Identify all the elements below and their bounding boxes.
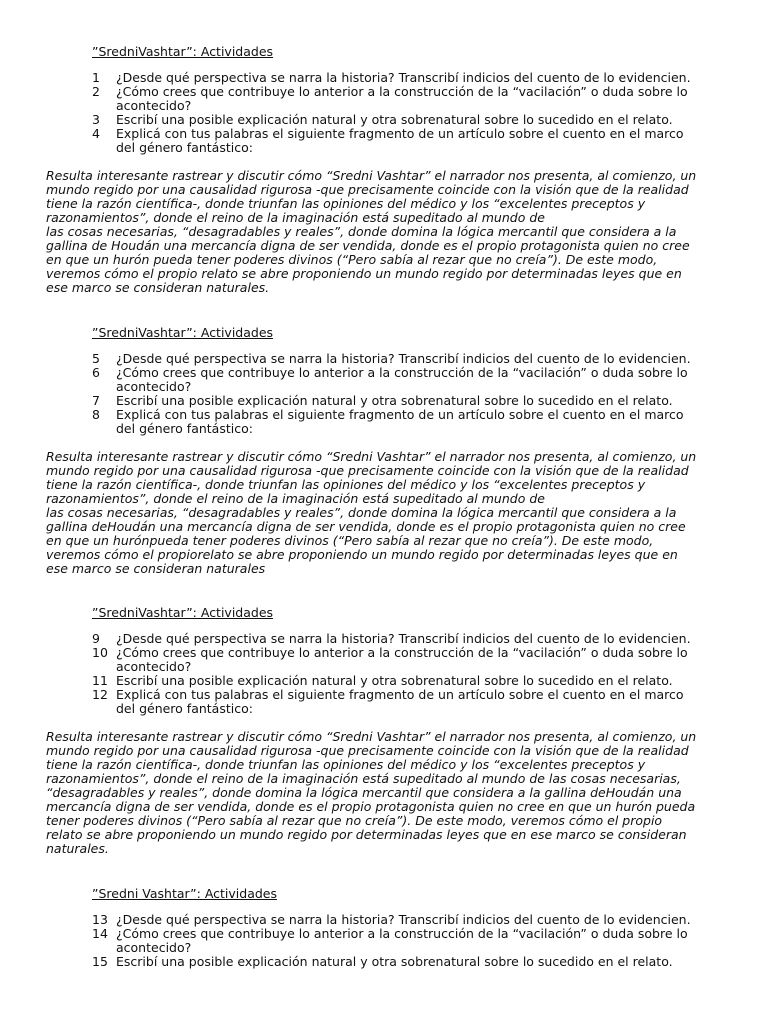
question-item <box>92 674 722 688</box>
fragment-line: naturales. <box>46 841 109 856</box>
question-number: 6 <box>92 365 100 380</box>
question-number: 7 <box>92 393 100 408</box>
fragment-line: tiene la razón científica-, donde triunfan las opiniones del médico y los “excelentes preceptos y <box>46 196 646 211</box>
question-item <box>92 955 722 969</box>
fragment-line: veremos cómo el propiorelato se abre proponiendo un mundo regido por determinadas leyes que en <box>46 547 678 562</box>
question-number: 10 <box>92 645 108 660</box>
fragment-line: mercancía digna de ser vendida, donde es el propio protagonista quien no cree en que un hurón pueda <box>46 799 696 814</box>
fragment-line: mundo regido por una causalidad rigurosa -que precisamente coincide con la visión que de la realidad <box>46 743 689 758</box>
fragment-line: tener poderes divinos (“Pero sabía al rezar que no creía”). De este modo, veremos cómo el propio <box>46 813 663 828</box>
question-list <box>92 71 722 155</box>
question-text: ¿Desde qué perspectiva se narra la historia? Transcribí indicios del cuento de lo evidencien. <box>116 70 691 85</box>
quoted-fragment <box>46 730 722 856</box>
question-number: 13 <box>92 912 108 927</box>
question-text: Escribí una posible explicación natural y otra sobrenatural sobre lo sucedido en el relato. <box>116 673 673 688</box>
question-item <box>92 927 722 955</box>
fragment-line: mundo regido por una causalidad rigurosa -que precisamente coincide con la visión que de la realidad <box>46 463 689 478</box>
question-number: 15 <box>92 954 108 969</box>
fragment-line: veremos cómo el propio relato se abre proponiendo un mundo regido por determinadas leyes que en <box>46 266 682 281</box>
fragment-line: gallina deHoudán una mercancía digna de ser vendida, donde es el propio protagonista quien no cree <box>46 519 686 534</box>
question-list <box>92 632 722 716</box>
fragment-line: Resulta interesante rastrear y discutir cómo “Sredni Vashtar” el narrador nos presenta, al comienzo, un <box>46 729 697 744</box>
question-number: 4 <box>92 126 100 141</box>
question-item <box>92 913 722 927</box>
fragment-line: Resulta interesante rastrear y discutir cómo “Sredni Vashtar” el narrador nos presenta, al comienzo, un <box>46 449 697 464</box>
question-text: del género fantástico: <box>116 701 253 716</box>
question-text: Explicá con tus palabras el siguiente fragmento de un artículo sobre el cuento en el marco <box>116 126 684 141</box>
question-text: ¿Desde qué perspectiva se narra la historia? Transcribí indicios del cuento de lo evidencien. <box>116 631 691 646</box>
fragment-line: razonamientos”, donde el reino de la imaginación está supeditado al mundo de <box>46 491 545 506</box>
question-text: ¿Cómo crees que contribuye lo anterior a la construcción de la “vacilación” o duda sobre lo <box>116 645 688 660</box>
question-item <box>92 688 722 716</box>
question-item <box>92 352 722 366</box>
fragment-line: las cosas necesarias, “desagradables y reales”, donde domina la lógica mercantil que considera a la <box>46 505 677 520</box>
quoted-fragment <box>46 169 722 295</box>
question-text: ¿Desde qué perspectiva se narra la historia? Transcribí indicios del cuento de lo evidencien. <box>116 912 691 927</box>
question-text: acontecido? <box>116 659 192 674</box>
fragment-line: tiene la razón científica-, donde triunfan las opiniones del médico y los “excelentes preceptos y <box>46 477 646 492</box>
fragment-line: en que un hurón pueda tener poderes divinos (“Pero sabía al rezar que no creía”). De este modo, <box>46 252 658 267</box>
question-text: ¿Cómo crees que contribuye lo anterior a la construcción de la “vacilación” o duda sobre lo <box>116 365 688 380</box>
question-text: ¿Cómo crees que contribuye lo anterior a la construcción de la “vacilación” o duda sobre lo <box>116 926 688 941</box>
section-title: ”SredniVashtar”: Actividades <box>92 605 274 620</box>
question-item <box>92 408 722 436</box>
question-text: Escribí una posible explicación natural y otra sobrenatural sobre lo sucedido en el relato. <box>116 112 673 127</box>
question-text: acontecido? <box>116 98 192 113</box>
question-text: acontecido? <box>116 379 192 394</box>
fragment-line: relato se abre proponiendo un mundo regido por determinadas leyes que en ese marco se consideran <box>46 827 687 842</box>
fragment-line: gallina de Houdán una mercancía digna de ser vendida, donde es el propio protagonista quien no cree <box>46 238 690 253</box>
question-text: acontecido? <box>116 940 192 955</box>
question-text: Explicá con tus palabras el siguiente fragmento de un artículo sobre el cuento en el marco <box>116 407 684 422</box>
question-number: 11 <box>92 673 108 688</box>
section-title: ”SredniVashtar”: Actividades <box>92 44 274 59</box>
question-item <box>92 71 722 85</box>
fragment-line: las cosas necesarias, “desagradables y reales”, donde domina la lógica mercantil que considera a la <box>46 224 677 239</box>
fragment-line: en que un hurónpueda tener poderes divinos (“Pero sabía al rezar que no creía”). De este modo, <box>46 533 654 548</box>
question-list <box>92 352 722 436</box>
question-text: Escribí una posible explicación natural y otra sobrenatural sobre lo sucedido en el relato. <box>116 393 673 408</box>
question-item <box>92 113 722 127</box>
question-item <box>92 127 722 155</box>
question-text: ¿Desde qué perspectiva se narra la historia? Transcribí indicios del cuento de lo evidencien. <box>116 351 691 366</box>
question-number: 9 <box>92 631 100 646</box>
question-text: ¿Cómo crees que contribuye lo anterior a la construcción de la “vacilación” o duda sobre lo <box>116 84 688 99</box>
question-text: Explicá con tus palabras el siguiente fragmento de un artículo sobre el cuento en el marco <box>116 687 684 702</box>
question-number: 14 <box>92 926 108 941</box>
question-number: 5 <box>92 351 100 366</box>
section-title: ”Sredni Vashtar”: Actividades <box>92 886 278 901</box>
question-item <box>92 394 722 408</box>
fragment-line: “desagradables y reales”, donde domina la lógica mercantil que considera a la gallina deHoudán una <box>46 785 682 800</box>
fragment-line: ese marco se consideran naturales. <box>46 280 270 295</box>
section-title: ”SredniVashtar”: Actividades <box>92 325 274 340</box>
question-number: 2 <box>92 84 100 99</box>
question-text: del género fantástico: <box>116 421 253 436</box>
fragment-line: Resulta interesante rastrear y discutir cómo “Sredni Vashtar” el narrador nos presenta, al comienzo, un <box>46 168 697 183</box>
question-number: 1 <box>92 70 100 85</box>
question-item <box>92 85 722 113</box>
fragment-line: mundo regido por una causalidad rigurosa -que precisamente coincide con la visión que de la realidad <box>46 182 689 197</box>
quoted-fragment <box>46 450 722 576</box>
question-number: 8 <box>92 407 100 422</box>
fragment-line: tiene la razón científica-, donde triunfan las opiniones del médico y los “excelentes preceptos y <box>46 757 646 772</box>
fragment-line: ese marco se consideran naturales <box>46 561 266 576</box>
fragment-line: razonamientos”, donde el reino de la imaginación está supeditado al mundo de las cosas necesarias, <box>46 771 681 786</box>
question-text: Escribí una posible explicación natural y otra sobrenatural sobre lo sucedido en el relato. <box>116 954 673 969</box>
question-item <box>92 366 722 394</box>
question-number: 3 <box>92 112 100 127</box>
question-text: del género fantástico: <box>116 140 253 155</box>
question-item <box>92 646 722 674</box>
question-list <box>92 913 722 969</box>
fragment-line: razonamientos”, donde el reino de la imaginación está supeditado al mundo de <box>46 210 545 225</box>
question-item <box>92 632 722 646</box>
question-number: 12 <box>92 687 108 702</box>
